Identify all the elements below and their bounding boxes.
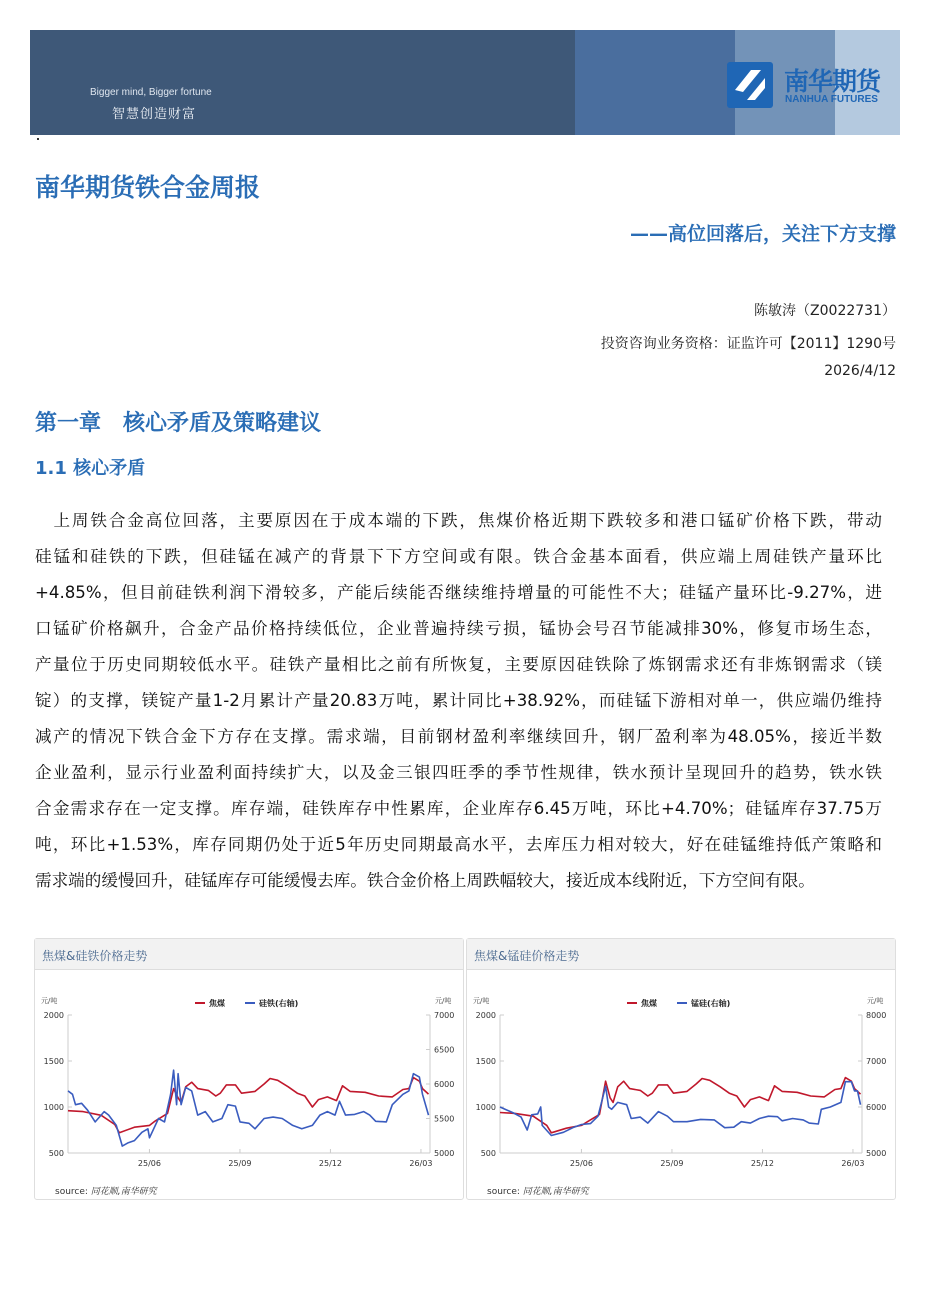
paragraph-line: 企业盈利，显示行业盈利面持续扩大，以及金三银四旺季的季节性规律，铁水预计呈现回升的趋势，铁水铁 bbox=[35, 763, 882, 782]
y-tick-label: 500 bbox=[48, 1149, 64, 1158]
slogan-cn: 智慧创造财富 bbox=[112, 107, 197, 122]
legend-label: 焦煤 bbox=[209, 999, 225, 1008]
source-text: 同花顺,南华研究 bbox=[90, 1187, 157, 1197]
chart-coal-ferrosilicon bbox=[34, 938, 464, 1200]
paragraph-line: 产量位于历史同期较低水平。硅铁产量相比之前有所恢复，主要原因硅铁除了炼钢需求还有非炼钢需求（镁 bbox=[35, 655, 882, 674]
paragraph-line: 硅锰和硅铁的下跌，但硅锰在减产的背景下下方空间或有限。铁合金基本面看，供应端上周硅铁产量环比 bbox=[35, 547, 882, 566]
bullet-dot bbox=[37, 138, 39, 140]
y2-tick-label: 6000 bbox=[866, 1103, 887, 1112]
y2-tick-label: 6000 bbox=[434, 1080, 455, 1089]
chapter-heading: 第一章 核心矛盾及策略建议 bbox=[35, 411, 322, 436]
y-tick-label: 2000 bbox=[475, 1011, 496, 1020]
banner-block bbox=[575, 30, 735, 135]
legend-label: 锰硅(右轴) bbox=[691, 999, 731, 1008]
paragraph-line: 吨，环比+1.53%，库存同期仍处于近5年历史同期最高水平，去库压力相对较大，好在硅锰维持低产策略和 bbox=[35, 835, 882, 854]
y2-tick-label: 5000 bbox=[434, 1149, 455, 1158]
x-tick-label: 25/06 bbox=[137, 1159, 161, 1168]
source-text: 同花顺,南华研究 bbox=[522, 1187, 589, 1197]
logo-text-en: NANHUA FUTURES bbox=[785, 94, 878, 105]
x-tick-label: 26/03 bbox=[841, 1159, 865, 1168]
y2-tick-label: 5500 bbox=[434, 1114, 455, 1124]
series-line-coking-coal bbox=[500, 1078, 861, 1133]
y-tick-label: 1500 bbox=[475, 1057, 496, 1066]
series-line-coking-coal bbox=[68, 1078, 429, 1133]
author: 陈敏涛（Z0022731） bbox=[754, 303, 896, 319]
legend-label: 焦煤 bbox=[641, 999, 657, 1008]
slogan-en: Bigger mind, Bigger fortune bbox=[90, 87, 212, 98]
x-tick-label: 26/03 bbox=[409, 1159, 433, 1168]
y-tick-label: 500 bbox=[480, 1149, 496, 1158]
y-tick-label: 1500 bbox=[43, 1057, 64, 1066]
x-tick-label: 25/12 bbox=[318, 1159, 342, 1168]
report-subtitle: ——高位回落后，关注下方支撑 bbox=[629, 223, 896, 245]
report-title: 南华期货铁合金周报 bbox=[35, 173, 261, 202]
license: 投资咨询业务资格：证监许可【2011】1290号 bbox=[600, 336, 896, 352]
paragraph-line: 合金需求存在一定支撑。库存端，硅铁库存中性累库，企业库存6.45万吨，环比+4.70%；硅锰库存37.75万 bbox=[35, 799, 882, 818]
nanhua-logo-icon bbox=[727, 62, 773, 108]
banner-slogan-area bbox=[30, 30, 575, 135]
section-heading: 1.1 核心矛盾 bbox=[35, 458, 146, 479]
y-unit: 元/吨 bbox=[473, 997, 490, 1005]
y2-tick-label: 7000 bbox=[866, 1057, 887, 1066]
y2-unit: 元/吨 bbox=[867, 997, 884, 1005]
paragraph-line: 上周铁合金高位回落，主要原因在于成本端的下跌，焦煤价格近期下跌较多和港口锰矿价格下跌，带动 bbox=[35, 511, 882, 530]
y2-unit: 元/吨 bbox=[435, 997, 452, 1005]
y2-tick-label: 8000 bbox=[866, 1011, 887, 1020]
series-line-alloy bbox=[500, 1082, 861, 1136]
y2-tick-label: 6500 bbox=[434, 1045, 455, 1055]
y-tick-label: 2000 bbox=[43, 1011, 64, 1020]
chart-title: 焦煤&锰硅价格走势 bbox=[467, 939, 895, 970]
paragraph-line: 需求端的缓慢回升，硅锰库存可能缓慢去库。铁合金价格上周跌幅较大，接近成本线附近，下方空间有限。 bbox=[35, 871, 815, 890]
legend-label: 硅铁(右轴) bbox=[259, 999, 299, 1008]
chart-source bbox=[55, 1184, 157, 1197]
y-tick-label: 1000 bbox=[43, 1103, 64, 1112]
y2-tick-label: 7000 bbox=[434, 1011, 455, 1020]
paragraph-line: +4.85%，但目前硅铁利润下滑较多，产能后续能否继续维持增量的可能性不大；硅锰产量环比-9.27%，进 bbox=[35, 583, 882, 602]
y-unit: 元/吨 bbox=[41, 997, 58, 1005]
x-tick-label: 25/06 bbox=[569, 1159, 593, 1168]
paragraph-line: 锭）的支撑，镁锭产量1-2月累计产量20.83万吨，累计同比+38.92%，而硅锰下游相对单一，供应端仍维持 bbox=[35, 691, 882, 710]
x-tick-label: 25/09 bbox=[228, 1159, 252, 1168]
source-label: source: bbox=[487, 1187, 520, 1197]
report-date: 2026/4/12 bbox=[824, 363, 896, 379]
chart-title: 焦煤&硅铁价格走势 bbox=[35, 939, 463, 970]
chart-plot bbox=[35, 939, 465, 1201]
logo-text-cn: 南华期货 bbox=[784, 67, 881, 96]
body-paragraph bbox=[35, 503, 882, 899]
paragraph-line: 口锰矿价格飙升，合金产品价格持续低位，企业普遍持续亏损，锰协会号召节能减排30%，修复市场生态， bbox=[35, 619, 882, 638]
y-tick-label: 1000 bbox=[475, 1103, 496, 1112]
chart-plot bbox=[467, 939, 897, 1201]
y2-tick-label: 5000 bbox=[866, 1149, 887, 1158]
chart-coal-silicomanganese bbox=[466, 938, 896, 1200]
source-label: source: bbox=[55, 1187, 88, 1197]
chart-source bbox=[487, 1184, 589, 1197]
x-tick-label: 25/09 bbox=[660, 1159, 684, 1168]
paragraph-line: 减产的情况下铁合金下方存在支撑。需求端，目前钢材盈利率继续回升，钢厂盈利率为48.05%，接近半数 bbox=[35, 727, 882, 746]
x-tick-label: 25/12 bbox=[750, 1159, 774, 1168]
series-line-alloy bbox=[68, 1070, 429, 1146]
